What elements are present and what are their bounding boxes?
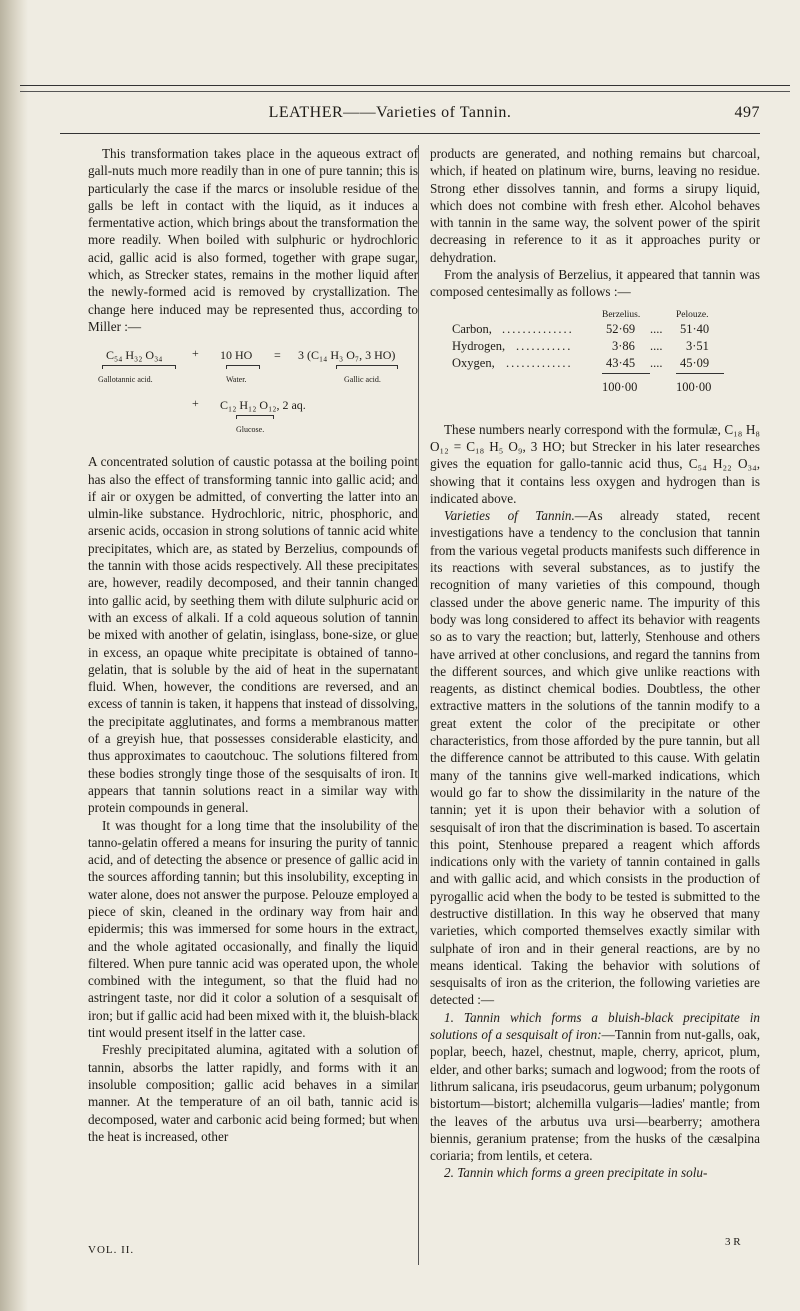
right-column (430, 145, 760, 1182)
paragraph: From the analysis of Berzelius, it appeared that tannin was composed centesimally as follows :— (430, 267, 760, 300)
list-item (430, 1164, 760, 1181)
sum-rule (602, 373, 650, 374)
table-header: Berzelius. (602, 309, 641, 320)
paragraph: A concentrated solution of caustic potassa at the boiling point has also the effect of transforming tannic into gallic acid; and if air or oxygen be admitted, of converting the latter into an ulmin-like substance. Hydrochloric, nitric, phosphoric, and arsenic acids, occasion in strong solutions of tannic acid white precipitates, which are, as stated by Berzelius, compounds of the tannin with those acids respectively. All these precipitates are, however, readily decomposed, and their tannin changed into gallic acid, by seething them with dilute sulphuric acid or with an excess of alkali. If a cold aqueous solution of tannin be mixed with another of gelatin, isinglass, bone-size, or glue in excess, an opaque white precipitate is obtained of tanno-gelatin, that is soluble by the aid of heat in the supernatant fluid. When, however, the conditions are reversed, and an excess of tannin is taken, it happens that instead of dissolving, the precipitate agglutinates, and forms a membranous matter of a greyish hue, that possesses considerable elasticity, and thus approximates to caoutchouc. The solutions filtered from these bodies strongly tinge those of the sesquisalts of iron. It appears that tannin solutions react in a similar way with protein compounds in general. (88, 454, 418, 816)
paragraph (430, 507, 760, 1009)
formula-caption: Gallotannic acid. (98, 375, 153, 385)
brace (226, 365, 260, 369)
dot-leader: .............. (502, 321, 574, 336)
formula-caption: Water. (226, 375, 247, 385)
left-column (88, 145, 418, 1145)
analysis-table (430, 305, 760, 415)
chemical-equation (88, 339, 418, 451)
sum-rule (676, 373, 724, 374)
page-binding-shadow (0, 0, 28, 1311)
table-cell: 43·45 (606, 355, 636, 370)
table-cell: 3·86 (612, 338, 635, 353)
brace (236, 415, 274, 419)
dot-leader: .... (650, 321, 663, 336)
formula-term: C₁₂ H₁₂ O₁₂, 2 aq. (220, 398, 306, 413)
paragraph: These numbers nearly correspond with the formulæ, C₁₈ H₈ O₁₂ = C₁₈ H₅ O₉, 3 HO; but Strecker in his later researches gives the equation for gallo-tannic acid thus, C₅₄ H₂₂ O₃₄, showing that it contains less oxygen and hydrogen than is indicated above. (430, 421, 760, 506)
table-cell: 3·51 (686, 338, 709, 353)
table-total: 100·00 (676, 379, 712, 394)
running-head (60, 104, 760, 128)
dot-leader: ........... (516, 338, 573, 353)
formula-term: 10 HO (220, 348, 253, 363)
formula-operator: + (192, 346, 199, 361)
table-cell: 51·40 (680, 321, 710, 336)
paragraph: Freshly precipitated alumina, agitated with a solution of tannin, absorbs the latter rapidly, and forms with it an insoluble composition; gallic acid behaves in a similar manner. At the temperature of an oil bath, tannic acid is decomposed, water and carbonic acid being formed; but when the heat is increased, other (88, 1042, 418, 1144)
paragraph: products are generated, and nothing remains but charcoal, which, if heated on platinum wire, burns, leaving no residue. Strong ether dissolves tannin, and forms a sirupy liquid, which does not combine with fresh ether. Alcohol behaves with tannin in the same way, the solvent power of the spirit decreasing in reference to it as it approaches purity or dehydration. (430, 146, 760, 265)
dot-leader: .... (650, 355, 663, 370)
dot-leader: .... (650, 338, 663, 353)
header-rule (60, 133, 760, 134)
table-cell: 52·69 (606, 321, 636, 336)
paragraph: It was thought for a long time that the insolubility of the tanno-gelatin offered a means for insuring the purity of tannic acid, and of detecting the absence or presence of gallic acid in the sources affording tannin; but this insolubility, excepting in water alone, does not answer the purpose. Pelouze employed a piece of skin, cleaned in the ordinary way from hair and epidermis; this was immersed for some hours in the extract, and the whole agitated occasionally, and finally the liquid filtered. When pure tannic acid was operated upon, the whole combined with the integument, so that the fluid had no astringent taste, nor did it color a solution of a sesquisalt of iron; but if gallic acid had been mixed with it, the bluish-black tint would present itself in the latter case. (88, 817, 418, 1041)
paragraph: This transformation takes place in the aqueous extract of gall-nuts much more readily than in one of pure tannin; this is particularly the case if the marcs or insoluble residue of the galls be left in contact with the liquid, as it induces a fermentative action, which brings about the transformation the more readily. When boiled with sulphuric or hydrochloric acid, gallic acid is also formed, together with grape sugar, which, as Strecker states, remains in the mother liquid after the newly-formed acid is removed by crystallization. The change here induced may be represented thus, according to Miller :— (88, 146, 418, 334)
list-item-lead: 2. Tannin which forms a green precipitate in solu- (444, 1165, 708, 1181)
table-header: Pelouze. (676, 309, 709, 320)
formula-term: C₅₄ H₃₂ O₃₄ (106, 348, 163, 363)
table-row-label: Carbon, (452, 321, 492, 336)
volume-label: VOL. II. (88, 1244, 135, 1256)
list-item-text: —Tannin from nut-galls, oak, poplar, beech, hazel, chestnut, maple, cherry, apricot, plum, elder, and other barks; sumach and logwood; from the roots of lithrum salicana, iris pseudacorus, geum urbanum; polygonum bistortum—bistort; alchemilla vulgaris—ladies' mantle; from the leaves of the arbutus uva ursi—bearberry; amothera biennis, geranium pratense; from the husks of the cæsalpina coriaria; from lentils, et cetera. (430, 1027, 760, 1164)
formula-operator: = (274, 348, 281, 363)
table-cell: 45·09 (680, 355, 710, 370)
top-rule (20, 85, 790, 86)
table-total: 100·00 (602, 379, 638, 394)
brace (102, 365, 176, 369)
brace (336, 365, 398, 369)
column-divider (418, 145, 419, 1265)
section-lead: Varieties of Tannin. (444, 508, 575, 524)
formula-operator: + (192, 396, 199, 411)
table-row-label: Oxygen, (452, 355, 495, 370)
formula-term: 3 (C₁₄ H₃ O₇, 3 HO) (298, 348, 396, 363)
list-item (430, 1009, 760, 1165)
formula-caption: Gallic acid. (344, 375, 381, 385)
section-text: —As already stated, recent investigations have a tendency to the conclusion that tannin from the various vegetal products manifests such difference in its reactions with several substances, as to justify the recognition of many varieties of this compound, though classed under the above generic name. The impurity of this body was long considered to affect its behavior with reagents so as to vary the reaction; but, latterly, Stenhouse and others have arrived at other conclusions, and regard the tannins from the different sources, and which give unlike reactions with reagents, as distinct chemical bodies. Doubtless, the other extractive matters in the solutions of the tannin modify to a great extent the color of the precipitate or other characteristics, from those afforded by the pure tannin, but all the difference cannot be attributed to this cause. With gelatin many of the tannins give well-marked indications, which would go far to show the dissimilarity in the nature of the tannin; yet it is upon their behavior with a solution of sesquisalt of iron that the discrimination is based. To ascertain this point, Stenhouse prepared a reagent which affords indications only with the variety of tannin contained in galls and with gallic acid, and which consists in the production of pyrogallic acid when the body to be tested is submitted to the destructive distillation. In this way he observed that many varieties, which comported themselves exactly similar with sulphate of iron and in their general reactions, are by no means identical. Taking the behavior with solutions of sesquisalts of iron as the criterion, the following varieties are detected :— (430, 508, 760, 1008)
dot-leader: ............. (506, 355, 573, 370)
running-head-title: LEATHER——Varieties of Tannin. (268, 104, 512, 121)
signature-mark: 3 R (725, 1236, 741, 1248)
top-rule-secondary (20, 91, 790, 92)
formula-caption: Glucose. (236, 425, 265, 435)
table-row-label: Hydrogen, (452, 338, 506, 353)
list-item-lead: 1. Tannin which forms a bluish-black precipitate in solutions of a sesquisalt of iron: (430, 1009, 760, 1043)
page-number: 497 (734, 104, 760, 121)
